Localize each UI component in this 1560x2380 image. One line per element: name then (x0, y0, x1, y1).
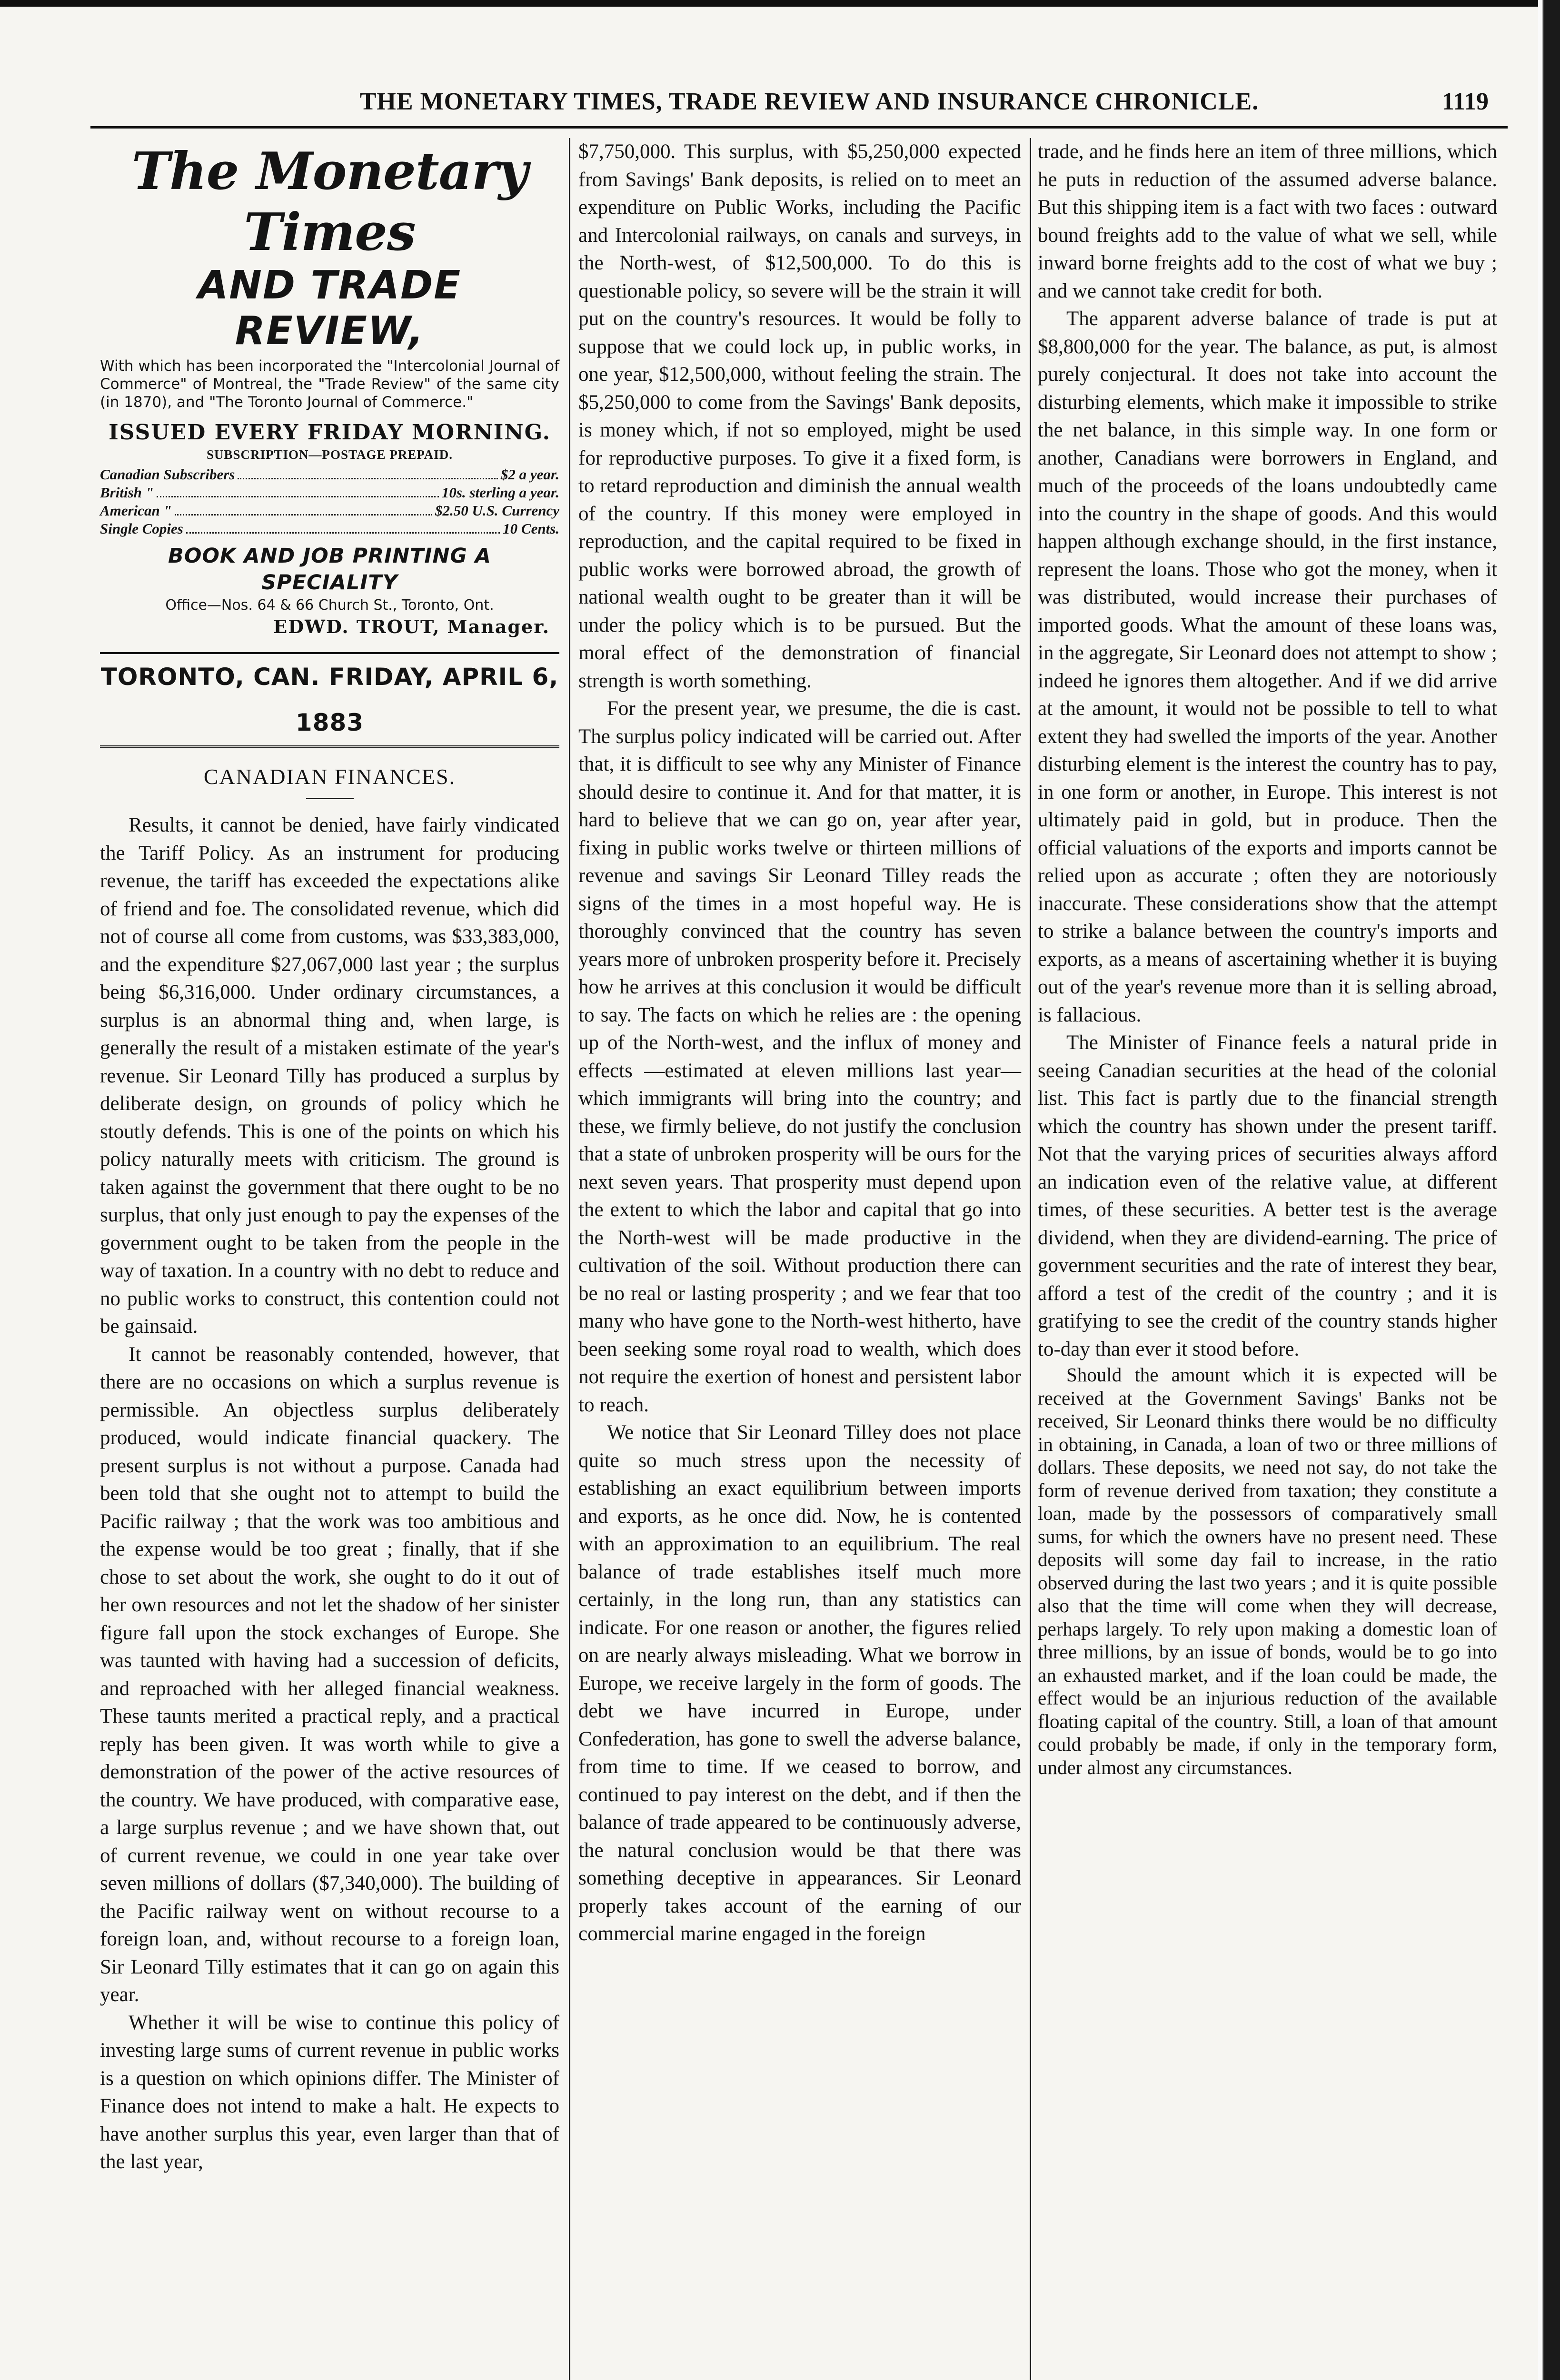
page-right-edge (1538, 0, 1560, 2380)
article-paragraph: The Minister of Finance feels a natural pride in seeing Canadian securities at the head of the colonial list. This fact is partly due to the financial strength which the country has shown under the present tariff. Not that the varying prices of securities always afford an indication even of the relative value, at different times, of these securities. A better test is the average dividend, when they are dividend-earning. The price of government securities and the rate of interest they bear, afford a test of the credit of the country ; and it is gratifying to see the credit of the country stands higher to-day than ever it stood before. (1038, 1031, 1497, 1360)
leader-dots (175, 514, 432, 516)
leader-dots (238, 478, 497, 479)
leader-dots (157, 496, 439, 497)
manager-line: EDWD. TROUT, Manager. (273, 616, 550, 637)
article-paragraph: trade, and he finds here an item of three millions, which he puts in reduction of the assumed adverse balance. But this shipping item is a fact with two faces : outward bound freights add to the value of what we sell, while inward borne freights add to the cost of what we buy ; and we cannot take credit for both. (1038, 140, 1497, 302)
printing-advert: BOOK AND JOB PRINTING A SPECIALITY (168, 544, 491, 595)
article-paragraph: Whether it will be wise to continue this policy of investing large sums of current revenue in public works is a question on which opinions differ. The Minister of Finance does not intend to make a halt. He expects to have another surplus this year, even larger than that of the last year, (100, 2011, 559, 2173)
rate-row (100, 520, 559, 538)
masthead-subtitle: AND TRADE REVIEW, (198, 263, 462, 354)
article-paragraph: Should the amount which it is expected will be received at the Government Savings' Banks not be received, Sir Leonard thinks there would be no difficulty in obtaining, in Canada, a loan of two or three millions of dollars. These deposits, we need not say, do not take the form of revenue derived from taxation; they constitute a loan, made by the possessors of comparatively small sums, for which the owners have no present need. These deposits will some day fail to increase, in the ratio observed during the last two years ; and it is quite possible also that the time will come when they will decrease, perhaps largely. To rely upon making a domestic loan of three millions, by an issue of bonds, would be to go into an exhausted market, and if the loan could be made, the effect would be an injurious reduction of the available floating capital of the country. Still, a loan of that amount could probably be made, if only in the temporary form, under almost any circumstances. (1038, 1364, 1497, 1778)
rate-row (100, 502, 559, 520)
rate-label: Canadian Subscribers (100, 466, 235, 483)
column-rule (569, 138, 570, 2380)
rate-label: British " (100, 484, 154, 501)
column-2 (578, 138, 1021, 2380)
article-paragraph: The apparent adverse balance of trade is put at $8,800,000 for the year. The balance, as put, is almost purely conjectural. It does not take into account the disturbing elements, which make it impossible to strike the net balance, in this simple way. In one form or another, Canadians were borrowers in England, and much of the proceeds of the loans undoubtedly came into the country in the shape of goods. And this would happen although exchange should, in the first instance, represent the loans. Those who got the money, when it was distributed, would increase their purchases of imported goods. What the amount of these loans was, in the aggregate, Sir Leonard does not attempt to show ; indeed he ignores them altogether. And if we did arrive at the amount, it would not be possible to tell to what extent they had swelled the imports of the year. Another disturbing element is the interest the country has to pay, in one form or another, in Europe. This interest is not ultimately paid in gold, but in produce. Then the official valuations of the exports and imports cannot be relied upon as accurate ; often they are notoriously inaccurate. These considerations show that the attempt to strike a balance between the country's imports and exports, as a means of ascertaining whether it is buying out of the year's revenue more than it is selling abroad, is fallacious. (1038, 307, 1497, 1026)
rate-value: 10s. sterling a year. (441, 484, 559, 501)
subscription-rates (100, 466, 559, 538)
masthead-incorporation-note: With which has been incorporated the "Intercolonial Journal of Commerce" of Montreal, the "Trade Review" of the same city (in 1870), and "The Toronto Journal of Commerce." (100, 357, 559, 411)
office-address: Office—Nos. 64 & 66 Church St., Toronto, Ont. (165, 597, 494, 614)
column-rule (1030, 138, 1031, 2380)
article-title: CANADIAN FINANCES. (203, 764, 456, 789)
page-number: 1119 (1441, 88, 1489, 115)
article-paragraph: We notice that Sir Leonard Tilley does not place quite so much stress upon the necessity of establishing an exact equilibrium between imports and exports, as he once did. Now, he is contented with an approximation to an equilibrium. The real balance of trade establishes itself much more certainly, in the long run, than any statistics can indicate. For one reason or another, the figures relied on are nearly always misleading. What we borrow in Europe, we receive largely in the form of goods. The debt we have incurred in Europe, under Confederation, has gone to swell the adverse balance, from time to time. If we ceased to borrow, and continued to pay interest on the debt, and if then the balance of trade appeared to be continuously adverse, the natural conclusion would be that there was something deceptive in appearances. Sir Leonard properly takes account of the earning of our commercial marine engaged in the foreign (578, 1421, 1021, 1945)
column-3 (1038, 138, 1497, 2380)
leader-dots (186, 532, 500, 534)
masthead-title: The Monetary Times (131, 141, 528, 262)
rate-row (100, 484, 559, 502)
article-paragraph: Results, it cannot be denied, have fairly vindicated the Tariff Policy. As an instrument for producing revenue, the tariff has exceeded the expectations alike of friend and foe. The consolidated revenue, which did not of course all come from customs, was $33,383,000, and the expenditure $27,067,000 last year ; the surplus being $6,316,000. Under ordinary circumstances, a surplus is an abnormal thing and, when large, is generally the result of a mistaken estimate of the year's revenue. Sir Leonard Tilly has produced a surplus by deliberate design, on grounds of policy which he stoutly defends. This is one of the points on which his policy naturally meets with criticism. The ground is taken against the government that there ought to be no surplus, that only just enough to pay the expenses of the government ought to be taken from the people in the way of taxation. In a country with no debt to reduce and no public works to construct, this contention could not be gainsaid. (100, 814, 559, 1338)
issued-line: ISSUED EVERY FRIDAY MORNING. (109, 420, 551, 445)
running-title: THE MONETARY TIMES, TRADE REVIEW AND INSURANCE CHRONICLE. (359, 88, 1259, 115)
divider (100, 745, 559, 748)
article-paragraph: It cannot be reasonably contended, however, that there are no occasions on which a surplus revenue is permissible. An objectless surplus deliberately produced, would indicate financial quackery. The present surplus is not without a purpose. Canada had been told that she ought not to attempt to build the Pacific railway ; that the work was too ambitious and the expense would be too great ; finally, that if she chose to set about the work, she ought to do it out of her own resources and not let the shadow of her sinister figure fall upon the stock exchanges of Europe. She was taunted with having had a succession of deficits, and reproached with her alleged financial weakness. These taunts merited a practical reply, and a practical reply has been given. It was worth while to give a demonstration of the power of the active resources of the country. We have produced, with comparative ease, a large surplus revenue ; and we have shown that, out of current revenue, we could in one year take over seven millions of dollars ($7,340,000). The building of the Pacific railway went on without recourse to a foreign loan, and, without recourse to a foreign loan, Sir Leonard Tilly estimates that it can go on again this year. (100, 1343, 559, 2006)
running-head (90, 81, 1508, 129)
rate-label: Single Copies (100, 520, 183, 537)
article-paragraph: For the present year, we presume, the die is cast. The surplus policy indicated will be carried out. After that, it is difficult to see why any Minister of Finance should desire to continue it. And for that matter, it is hard to believe that we can go on, year after year, fixing in public works twelve or thirteen millions of revenue and savings Sir Leonard Tilley reads the signs of the times in a most hopeful way. He is thoroughly convinced that the country has seven years more of unbroken prosperity before it. Precisely how he arrives at this conclusion it would be difficult to say. The facts on which he relies are : the opening up of the North-west, and the influx of money and effects —estimated at eleven millions last year— which immigrants will bring into the country; and these, we firmly believe, do not justify the conclusion that a state of unbroken prosperity will be ours for the next seven years. That prosperity must depend upon the extent to which the labor and capital that go into the North-west will be made productive in the cultivation of the soil. Without production there can be no real or lasting prosperity ; and we fear that too many who have gone to the North-west hitherto, have been seeking some royal road to wealth, which does not require the exertion of honest and persistent labor to reach. (578, 697, 1021, 1416)
rate-row (100, 466, 559, 484)
subscription-heading: SUBSCRIPTION—POSTAGE PREPAID. (206, 447, 453, 462)
rate-value: $2 a year. (500, 466, 559, 483)
dateline: TORONTO, CAN. FRIDAY, APRIL 6, 1883 (100, 663, 559, 736)
rate-label: American " (100, 502, 172, 519)
rate-value: $2.50 U.S. Currency (435, 502, 559, 519)
title-rule (306, 798, 354, 799)
article-paragraph: $7,750,000. This surplus, with $5,250,000 expected from Savings' Bank deposits, is relied on to meet an expenditure on Public Works, including the Pacific and Intercolonial railways, on canals and surveys, in the North-west, of $12,500,000. To do this is questionable policy, so severe will be the strain it will put on the country's resources. It would be folly to suppose that we could lock up, in public works, in one year, $12,500,000, without feeling the strain. The $5,250,000 to come from the Savings' Bank deposits, is money which, if not so employed, might be used for reproductive purposes. To give it a fixed form, is to retard reproduction and diminish the annual wealth of the country. If this money were employed in reproduction, and the capital required to be fixed in public works were borrowed abroad, the growth of national wealth ought to be greater than it will be under the policy which is to be pursued. But the moral effect of the demonstration of financial strength is worth something. (578, 140, 1021, 692)
column-1 (100, 138, 559, 2380)
page-top-edge (0, 0, 1560, 7)
rate-value: 10 Cents. (503, 520, 559, 537)
